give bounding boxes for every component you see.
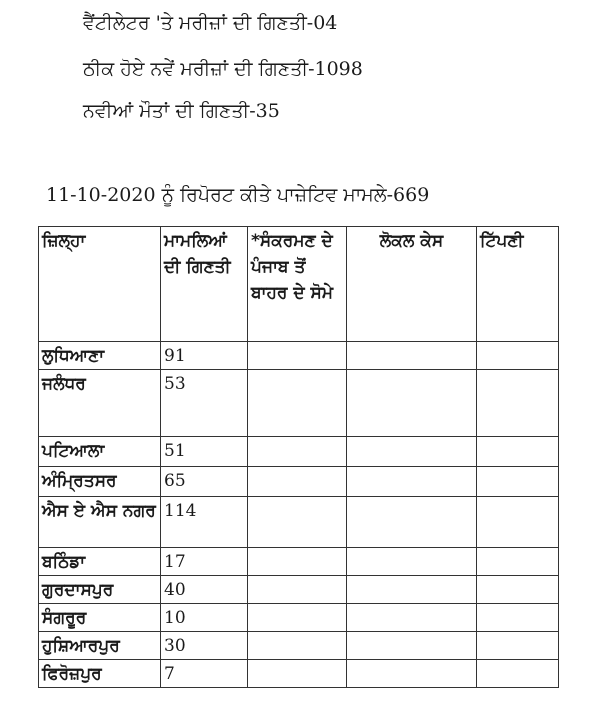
case-count: 10 [161,604,248,632]
table-row [39,576,559,604]
case-count: 53 [161,370,248,437]
district-name: ਐਸ ਏ ਐਸ ਨਗਰ [39,497,161,548]
case-count: 30 [161,632,248,660]
local-cases-cell [347,604,477,632]
table-row [39,370,559,437]
district-name: ਸੰਗਰੂਰ [39,604,161,632]
source-cell [248,632,347,660]
district-name: ਪਟਿਆਲਾ [39,437,161,467]
remarks-cell [477,370,559,437]
case-count: 65 [161,467,248,497]
source-cell [248,497,347,548]
header-local-cases: ਲੋਕਲ ਕੇਸ [347,227,477,342]
remarks-cell [477,632,559,660]
source-cell [248,576,347,604]
local-cases-cell [347,576,477,604]
case-count: 7 [161,660,248,688]
header-district: ਜ਼ਿਲ੍ਹਾ [39,227,161,342]
district-name: ਗੁਰਦਾਸਪੁਰ [39,576,161,604]
case-count: 17 [161,548,248,576]
new-deaths-count: ਨਵੀਆਂ ਮੌਤਾਂ ਦੀ ਗਿਣਤੀ-35 [83,100,280,122]
table-header-row [39,227,559,342]
local-cases-cell [347,370,477,437]
local-cases-cell [347,342,477,370]
district-cases-table [38,226,559,688]
district-name: ਫਿਰੋਜ਼ਪੁਰ [39,660,161,688]
district-name: ਅੰਮ੍ਰਿਤਸਰ [39,467,161,497]
local-cases-cell [347,497,477,548]
header-source-outside-punjab: *ਸੰਕਰਮਣ ਦੇ ਪੰਜਾਬ ਤੋਂ ਬਾਹਰ ਦੇ ਸੋਮੇ [248,227,347,342]
header-case-count: ਮਾਮਲਿਆਂ ਦੀ ਗਿਣਤੀ [161,227,248,342]
district-name: ਲੁਧਿਆਣਾ [39,342,161,370]
remarks-cell [477,548,559,576]
source-cell [248,604,347,632]
remarks-cell [477,467,559,497]
report-title: 11-10-2020 ਨੂੰ ਰਿਪੋਰਟ ਕੀਤੇ ਪਾਜ਼ੇਟਿਵ ਮਾਮਲੇ-669 [46,184,430,206]
table-row [39,604,559,632]
source-cell [248,467,347,497]
case-count: 114 [161,497,248,548]
table-row [39,548,559,576]
case-count: 51 [161,437,248,467]
source-cell [248,437,347,467]
table-row [39,437,559,467]
table-row [39,467,559,497]
source-cell [248,660,347,688]
table-row [39,497,559,548]
local-cases-cell [347,548,477,576]
local-cases-cell [347,437,477,467]
source-cell [248,548,347,576]
district-name: ਹੁਸ਼ਿਆਰਪੁਰ [39,632,161,660]
source-cell [248,342,347,370]
local-cases-cell [347,660,477,688]
remarks-cell [477,660,559,688]
remarks-cell [477,497,559,548]
remarks-cell [477,342,559,370]
remarks-cell [477,604,559,632]
case-count: 40 [161,576,248,604]
table-row [39,660,559,688]
local-cases-cell [347,467,477,497]
district-name: ਜਲੰਧਰ [39,370,161,437]
case-count: 91 [161,342,248,370]
recovered-patients-count: ਠੀਕ ਹੋਏ ਨਵੇਂ ਮਰੀਜ਼ਾਂ ਦੀ ਗਿਣਤੀ-1098 [83,58,363,80]
source-cell [248,370,347,437]
table-row [39,342,559,370]
remarks-cell [477,576,559,604]
table-row [39,632,559,660]
ventilator-patients-count: ਵੈਂਟੀਲੇਟਰ 'ਤੇ ਮਰੀਜ਼ਾਂ ਦੀ ਗਿਣਤੀ-04 [83,12,338,34]
local-cases-cell [347,632,477,660]
header-remarks: ਟਿੱਪਣੀ [477,227,559,342]
district-name: ਬਠਿੰਡਾ [39,548,161,576]
remarks-cell [477,437,559,467]
